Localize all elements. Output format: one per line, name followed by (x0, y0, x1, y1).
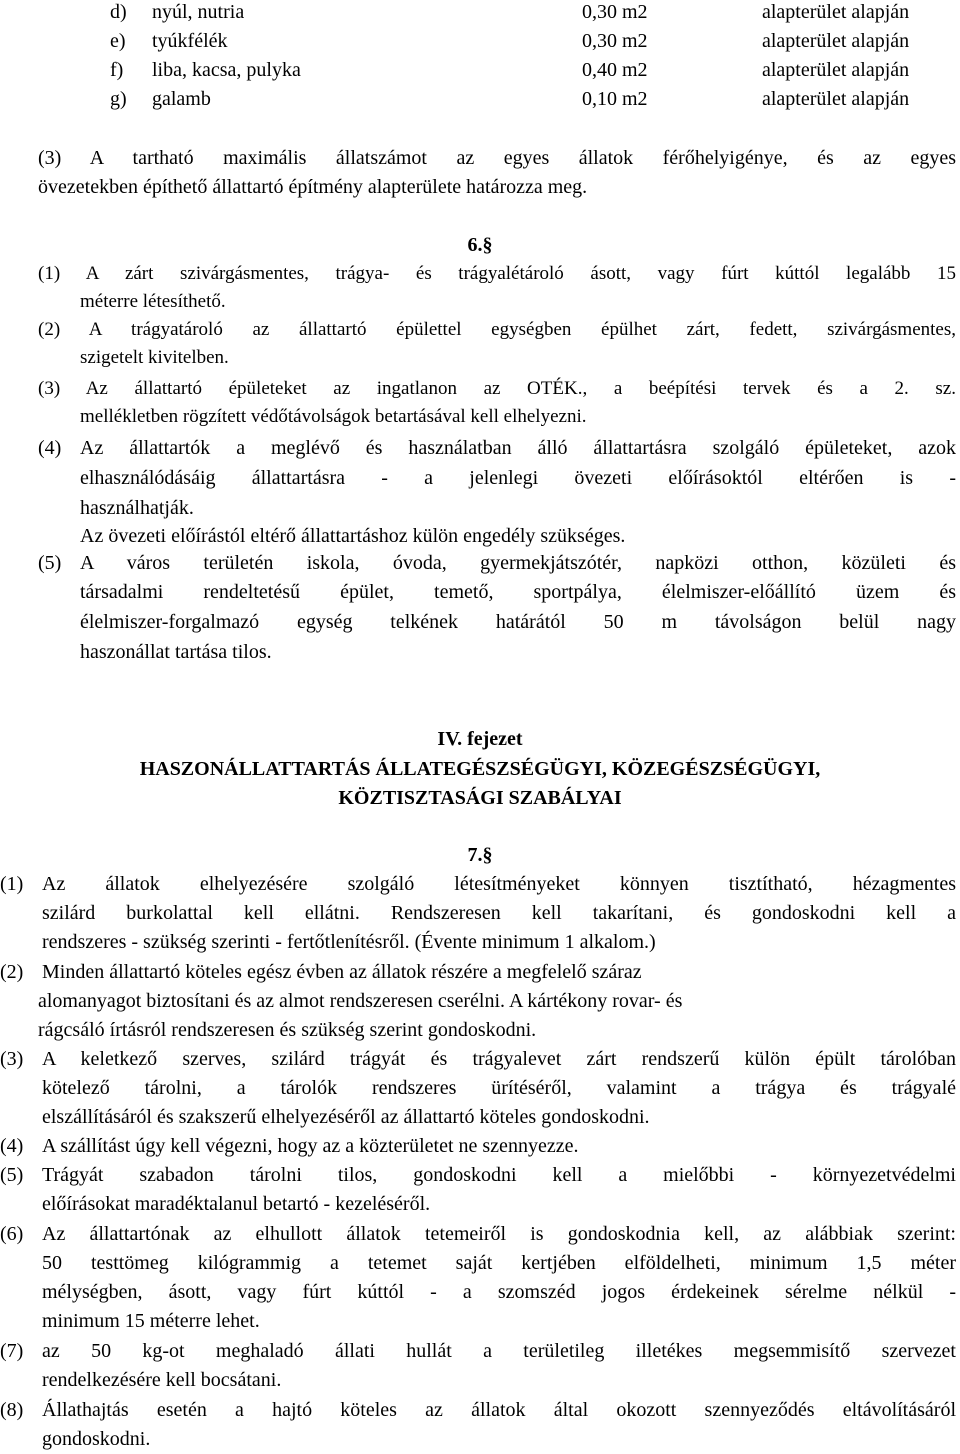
paragraph-line: elhasználódásáig állattartásra - a jelenlegi övezeti előírásoktól eltérően is - (80, 467, 956, 489)
row-area: 0,10 m2 (582, 88, 648, 110)
paragraph-line: használhatják. (80, 497, 194, 519)
paragraph-line: társadalmi rendeltetésű épület, temető, sportpálya, élelmiszer-előállító üzem és (80, 581, 956, 603)
paragraph-line: (2) A trágyatároló az állattartó épülettel egységben épülhet zárt, fedett, szivárgásmentes, (38, 319, 956, 340)
paragraph-line: méterre létesíthető. (80, 291, 226, 312)
item-prefix: (8) (0, 1399, 24, 1421)
row-label: d) (110, 1, 127, 23)
paragraph-line: szigetelt kivitelben. (80, 347, 229, 368)
row-basis: alapterület alapján (762, 30, 910, 52)
paragraph-line: Trágyát szabadon tárolni tilos, gondoskodni kell a mielőbbi - környezetvédelmi (42, 1164, 956, 1186)
paragraph-line: előírásokat maradéktalanul betartó - kezeléséről. (42, 1193, 431, 1215)
paragraph-line: Az övezeti előírástól eltérő állattartáshoz külön engedély szükséges. (80, 525, 626, 547)
paragraph-line: mélységben, ásott, vagy fúrt kúttól - a szomszéd jogos érdekeinek sérelme nélkül - (42, 1281, 956, 1303)
row-label: f) (110, 59, 124, 81)
paragraph-line: alomanyagot biztosítani és az almot rendszeresen cserélni. A kártékony rovar- és (38, 990, 683, 1012)
item-prefix: (4) (38, 437, 62, 459)
row-label: g) (110, 88, 127, 110)
paragraph-line: (1) A zárt szivárgásmentes, trágya- és trágyalétároló ásott, vagy fúrt kúttól legalább 15 (38, 263, 956, 284)
paragraph-line: haszonállat tartása tilos. (80, 641, 272, 663)
row-area: 0,40 m2 (582, 59, 648, 81)
paragraph-line: az 50 kg-ot meghaladó állati hullát a területileg illetékes megsemmisítő szervezet (42, 1340, 956, 1362)
paragraph-line: Az állattartók a meglévő és használatban álló állattartásra szolgáló épületeket, azok (80, 437, 956, 459)
row-name: nyúl, nutria (152, 1, 245, 23)
paragraph-line: gondoskodni. (42, 1428, 151, 1450)
paragraph-line: övezetekben építhető állattartó építmény alapterülete határozza meg. (38, 176, 588, 198)
paragraph-line: szilárd burkolattal kell ellátni. Rendszeresen kell takarítani, és gondoskodni kell a (42, 902, 956, 924)
paragraph-line: rendelkezésére kell bocsátani. (42, 1369, 282, 1391)
chapter-number: IV. fejezet (437, 728, 523, 750)
section-sign-icon: § (482, 844, 493, 866)
row-basis: alapterület alapján (762, 59, 910, 81)
item-prefix: (4) (0, 1135, 24, 1157)
section-heading: 7.§ (467, 844, 493, 866)
paragraph-line: mellékletben rögzített védőtávolságok betartásával kell elhelyezni. (80, 406, 587, 427)
item-prefix: (7) (0, 1340, 24, 1362)
row-area: 0,30 m2 (582, 30, 648, 52)
row-basis: alapterület alapján (762, 88, 910, 110)
row-name: liba, kacsa, pulyka (152, 59, 301, 81)
item-prefix: (3) (0, 1048, 24, 1070)
item-prefix: (5) (38, 552, 62, 574)
paragraph-line: Állathajtás esetén a hajtó köteles az állatok által okozott szennyeződés eltávolításáról (42, 1399, 956, 1421)
section-sign-icon: § (482, 234, 493, 256)
paragraph-line: élelmiszer-forgalmazó egység telkének határától 50 m távolságon belül nagy (80, 611, 956, 633)
paragraph-line: (3) Az állattartó épületeket az ingatlanon az OTÉK., a beépítési tervek és a 2. sz. (38, 378, 956, 399)
chapter-title: HASZONÁLLATTARTÁS ÁLLATEGÉSZSÉGÜGYI, KÖZEGÉSZSÉGÜGYI, (139, 758, 821, 780)
row-label: e) (110, 30, 126, 52)
item-prefix: (1) (0, 873, 24, 895)
paragraph-line: minimum 15 méterre lehet. (42, 1310, 260, 1332)
item-prefix: (2) (0, 961, 24, 983)
paragraph-line: elszállításáról és szakszerű elhelyezéséről az állattartó köteles gondoskodni. (42, 1106, 650, 1128)
paragraph-line: Minden állattartó köteles egész évben az állatok részére a megfelelő száraz (42, 961, 642, 983)
paragraph-line: A keletkező szerves, szilárd trágyát és trágyalevet zárt rendszerű külön épült tárolóban (42, 1048, 956, 1070)
paragraph-line: A város területén iskola, óvoda, gyermekjátszótér, napközi otthon, közületi és (80, 552, 956, 574)
row-basis: alapterület alapján (762, 1, 910, 23)
row-area: 0,30 m2 (582, 1, 648, 23)
paragraph-line: rágcsáló írtásról rendszeresen és szükség szerint gondoskodni. (38, 1019, 537, 1041)
item-prefix: (5) (0, 1164, 24, 1186)
item-prefix: (6) (0, 1223, 24, 1245)
paragraph-line: (3) A tartható maximális állatszámot az egyes állatok férőhelyigénye, és az egyes (38, 147, 956, 169)
paragraph-line: Az állatok elhelyezésére szolgáló létesítményeket könnyen tisztítható, hézagmentes (42, 873, 956, 895)
paragraph-line: Az állattartónak az elhullott állatok tetemeiről is gondoskodnia kell, az alábbiak szerint: (42, 1223, 956, 1245)
paragraph-line: A szállítást úgy kell végezni, hogy az a közterületet ne szennyezze. (42, 1135, 579, 1157)
paragraph-line: kötelező tárolni, a tárolók rendszeres ürítéséről, valamint a trágya és trágyalé (42, 1077, 956, 1099)
section-heading: 6.§ (467, 234, 493, 256)
paragraph-line: rendszeres - szükség szerinti - fertőtlenítésről. (Évente minimum 1 alkalom.) (42, 931, 656, 953)
chapter-title: KÖZTISZTASÁGI SZABÁLYAI (338, 787, 622, 809)
paragraph-line: 50 testtömeg kilógrammig a tetemet saját kertjében elföldelheti, minimum 1,5 méter (42, 1252, 956, 1274)
row-name: galamb (152, 88, 211, 110)
row-name: tyúkfélék (152, 30, 228, 52)
